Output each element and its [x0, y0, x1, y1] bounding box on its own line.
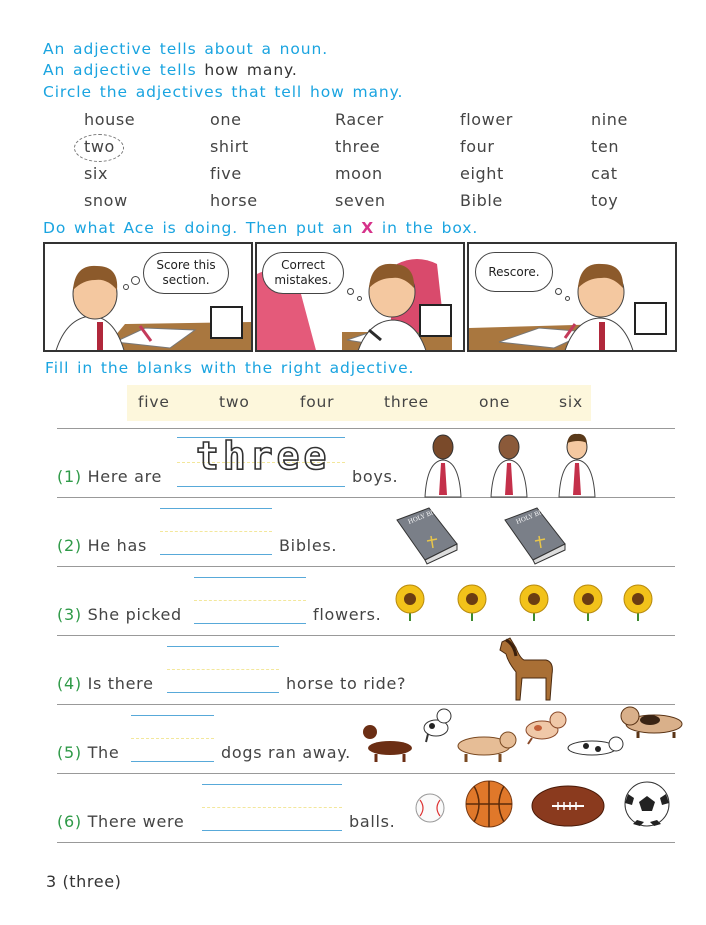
grid-word[interactable]: toy — [591, 191, 619, 210]
row-divider — [57, 428, 675, 429]
bible-book-icon — [505, 505, 565, 564]
spotted-dog-icon — [424, 709, 451, 742]
bible-cover-label: HOLY BIBLE — [407, 504, 447, 526]
lying-dog-icon — [568, 737, 623, 755]
comic-panel-score — [43, 242, 253, 352]
sentence-start: Is there — [87, 674, 154, 693]
comic-panel-correct — [255, 242, 465, 352]
sentence-start: She picked — [87, 605, 182, 624]
sunflower-icon — [574, 585, 602, 621]
jumping-dog-icon — [526, 712, 566, 744]
instruction-emphasis: how many. — [204, 61, 298, 79]
sentence-end: flowers. — [313, 605, 382, 624]
exercise-number: (2) — [57, 536, 82, 555]
word-bank-item[interactable]: two — [219, 393, 250, 411]
sunflower-icon — [520, 585, 548, 621]
six-dogs-illustration — [362, 702, 687, 768]
thought-dot — [131, 276, 140, 285]
sentence-start: There were — [87, 812, 185, 831]
grid-word[interactable]: one — [210, 110, 242, 129]
instruction-circle-adjectives: Circle the adjectives that tell how many. — [43, 83, 404, 101]
word-bank-item[interactable]: six — [559, 393, 583, 411]
thought-bubble: Rescore. — [475, 252, 553, 292]
instruction-adjective-how-many — [43, 61, 298, 79]
handwriting-mid-line — [160, 531, 272, 532]
thought-dot — [347, 288, 354, 295]
boy-figure — [425, 435, 461, 497]
row-divider — [57, 842, 675, 843]
traced-answer: three — [196, 434, 331, 478]
exercise-sentence — [57, 743, 119, 762]
football-icon — [532, 786, 604, 826]
answer-blank[interactable] — [202, 830, 342, 831]
answer-blank[interactable] — [167, 692, 279, 693]
task-checkbox-correct[interactable] — [419, 304, 452, 337]
sentence-end: horse to ride? — [286, 674, 407, 693]
word-bank-item[interactable]: four — [300, 393, 335, 411]
answer-blank[interactable] — [194, 623, 306, 624]
row-divider — [57, 635, 675, 636]
thought-bubble: Correct mistakes. — [262, 252, 344, 294]
basketball-icon — [466, 781, 512, 827]
exercise-number: (6) — [57, 812, 82, 831]
thought-dot — [555, 288, 562, 295]
grid-word[interactable]: Bible — [460, 191, 503, 210]
answer-blank[interactable] — [131, 761, 214, 762]
exercise-number: (5) — [57, 743, 82, 762]
handwriting-top-line — [131, 715, 214, 716]
dachshund-dog-icon — [363, 725, 412, 762]
grid-word[interactable]: shirt — [210, 137, 249, 156]
instruction-lead: Do what Ace is doing. Then put an — [43, 219, 354, 237]
bibles-illustration — [395, 506, 565, 564]
handwriting-mid-line — [167, 669, 279, 670]
word-bank-item[interactable]: one — [479, 393, 511, 411]
handwriting-top-line — [167, 646, 279, 647]
grid-word[interactable]: house — [84, 110, 136, 129]
grid-word[interactable]: five — [210, 164, 242, 183]
exercise-sentence — [57, 605, 182, 624]
exercise-sentence — [57, 812, 184, 831]
three-boys-illustration — [425, 433, 605, 497]
grid-word[interactable]: six — [84, 164, 109, 183]
thought-dot — [565, 296, 570, 301]
sentence-end: boys. — [352, 467, 399, 486]
page-number-footer: 3 (three) — [46, 872, 122, 891]
handwriting-mid-line — [194, 600, 306, 601]
instruction-do-what-ace-does — [43, 219, 478, 237]
grid-word[interactable]: four — [460, 137, 495, 156]
answer-blank[interactable] — [177, 486, 345, 487]
thought-bubble: Score this section. — [143, 252, 229, 294]
grid-word[interactable]: three — [335, 137, 381, 156]
bible-book-icon — [397, 505, 457, 564]
handwriting-mid-line — [202, 807, 342, 808]
handwriting-top-line — [202, 784, 342, 785]
sunflower-icon — [396, 585, 424, 621]
row-divider — [57, 566, 675, 567]
sentence-end: Bibles. — [279, 536, 338, 555]
exercise-number: (1) — [57, 467, 82, 486]
answer-blank[interactable] — [160, 554, 272, 555]
grid-word[interactable]: seven — [335, 191, 386, 210]
instruction-fill-blanks: Fill in the blanks with the right adjective. — [45, 359, 415, 377]
beagle-dog-icon — [621, 707, 682, 738]
word-bank-item[interactable]: five — [138, 393, 170, 411]
grid-word[interactable]: snow — [84, 191, 128, 210]
grid-word[interactable]: eight — [460, 164, 504, 183]
grid-word[interactable]: ten — [591, 137, 620, 156]
soccer-ball-icon — [625, 782, 669, 826]
task-checkbox-score[interactable] — [210, 306, 243, 339]
exercise-sentence — [57, 467, 162, 486]
instruction-adjective-definition: An adjective tells about a noun. — [43, 40, 329, 58]
horse-icon — [496, 636, 556, 702]
four-balls-illustration — [412, 780, 677, 832]
exercise-number: (3) — [57, 605, 82, 624]
handwriting-top-line — [194, 577, 306, 578]
sunflower-icon — [624, 585, 652, 621]
word-bank — [127, 385, 591, 421]
task-checkbox-rescore[interactable] — [634, 302, 667, 335]
comic-panel-rescore — [467, 242, 677, 352]
grid-word[interactable]: moon — [335, 164, 383, 183]
handwriting-top-line — [160, 508, 272, 509]
exercise-sentence — [57, 536, 147, 555]
exercise-number: (4) — [57, 674, 82, 693]
grid-word[interactable]: flower — [460, 110, 513, 129]
grid-word[interactable]: nine — [591, 110, 628, 129]
sentence-start: He has — [87, 536, 148, 555]
word-bank-item[interactable]: three — [384, 393, 430, 411]
sunflower-icon — [458, 585, 486, 621]
thought-dot — [357, 296, 362, 301]
grid-word[interactable]: Racer — [335, 110, 384, 129]
boy-figure — [559, 434, 595, 497]
sentence-end: balls. — [349, 812, 396, 831]
sentence-end: dogs ran away. — [221, 743, 351, 762]
exercise-sentence — [57, 674, 154, 693]
instruction-tail: in the box. — [381, 219, 479, 237]
x-mark-text: X — [361, 219, 375, 237]
instruction-lead: An adjective tells — [43, 61, 197, 79]
basset-hound-icon — [458, 732, 516, 762]
grid-word[interactable]: two — [84, 137, 115, 156]
baseball-icon — [416, 794, 444, 822]
handwriting-mid-line — [131, 738, 214, 739]
thought-dot — [123, 284, 129, 290]
boy-figure — [491, 435, 527, 497]
bible-cover-label: HOLY BIBLE — [515, 504, 555, 526]
five-sunflowers-illustration — [393, 583, 663, 621]
sentence-start: The — [87, 743, 120, 762]
sentence-start: Here are — [87, 467, 163, 486]
row-divider — [57, 773, 675, 774]
grid-word[interactable]: horse — [210, 191, 258, 210]
grid-word[interactable]: cat — [591, 164, 618, 183]
